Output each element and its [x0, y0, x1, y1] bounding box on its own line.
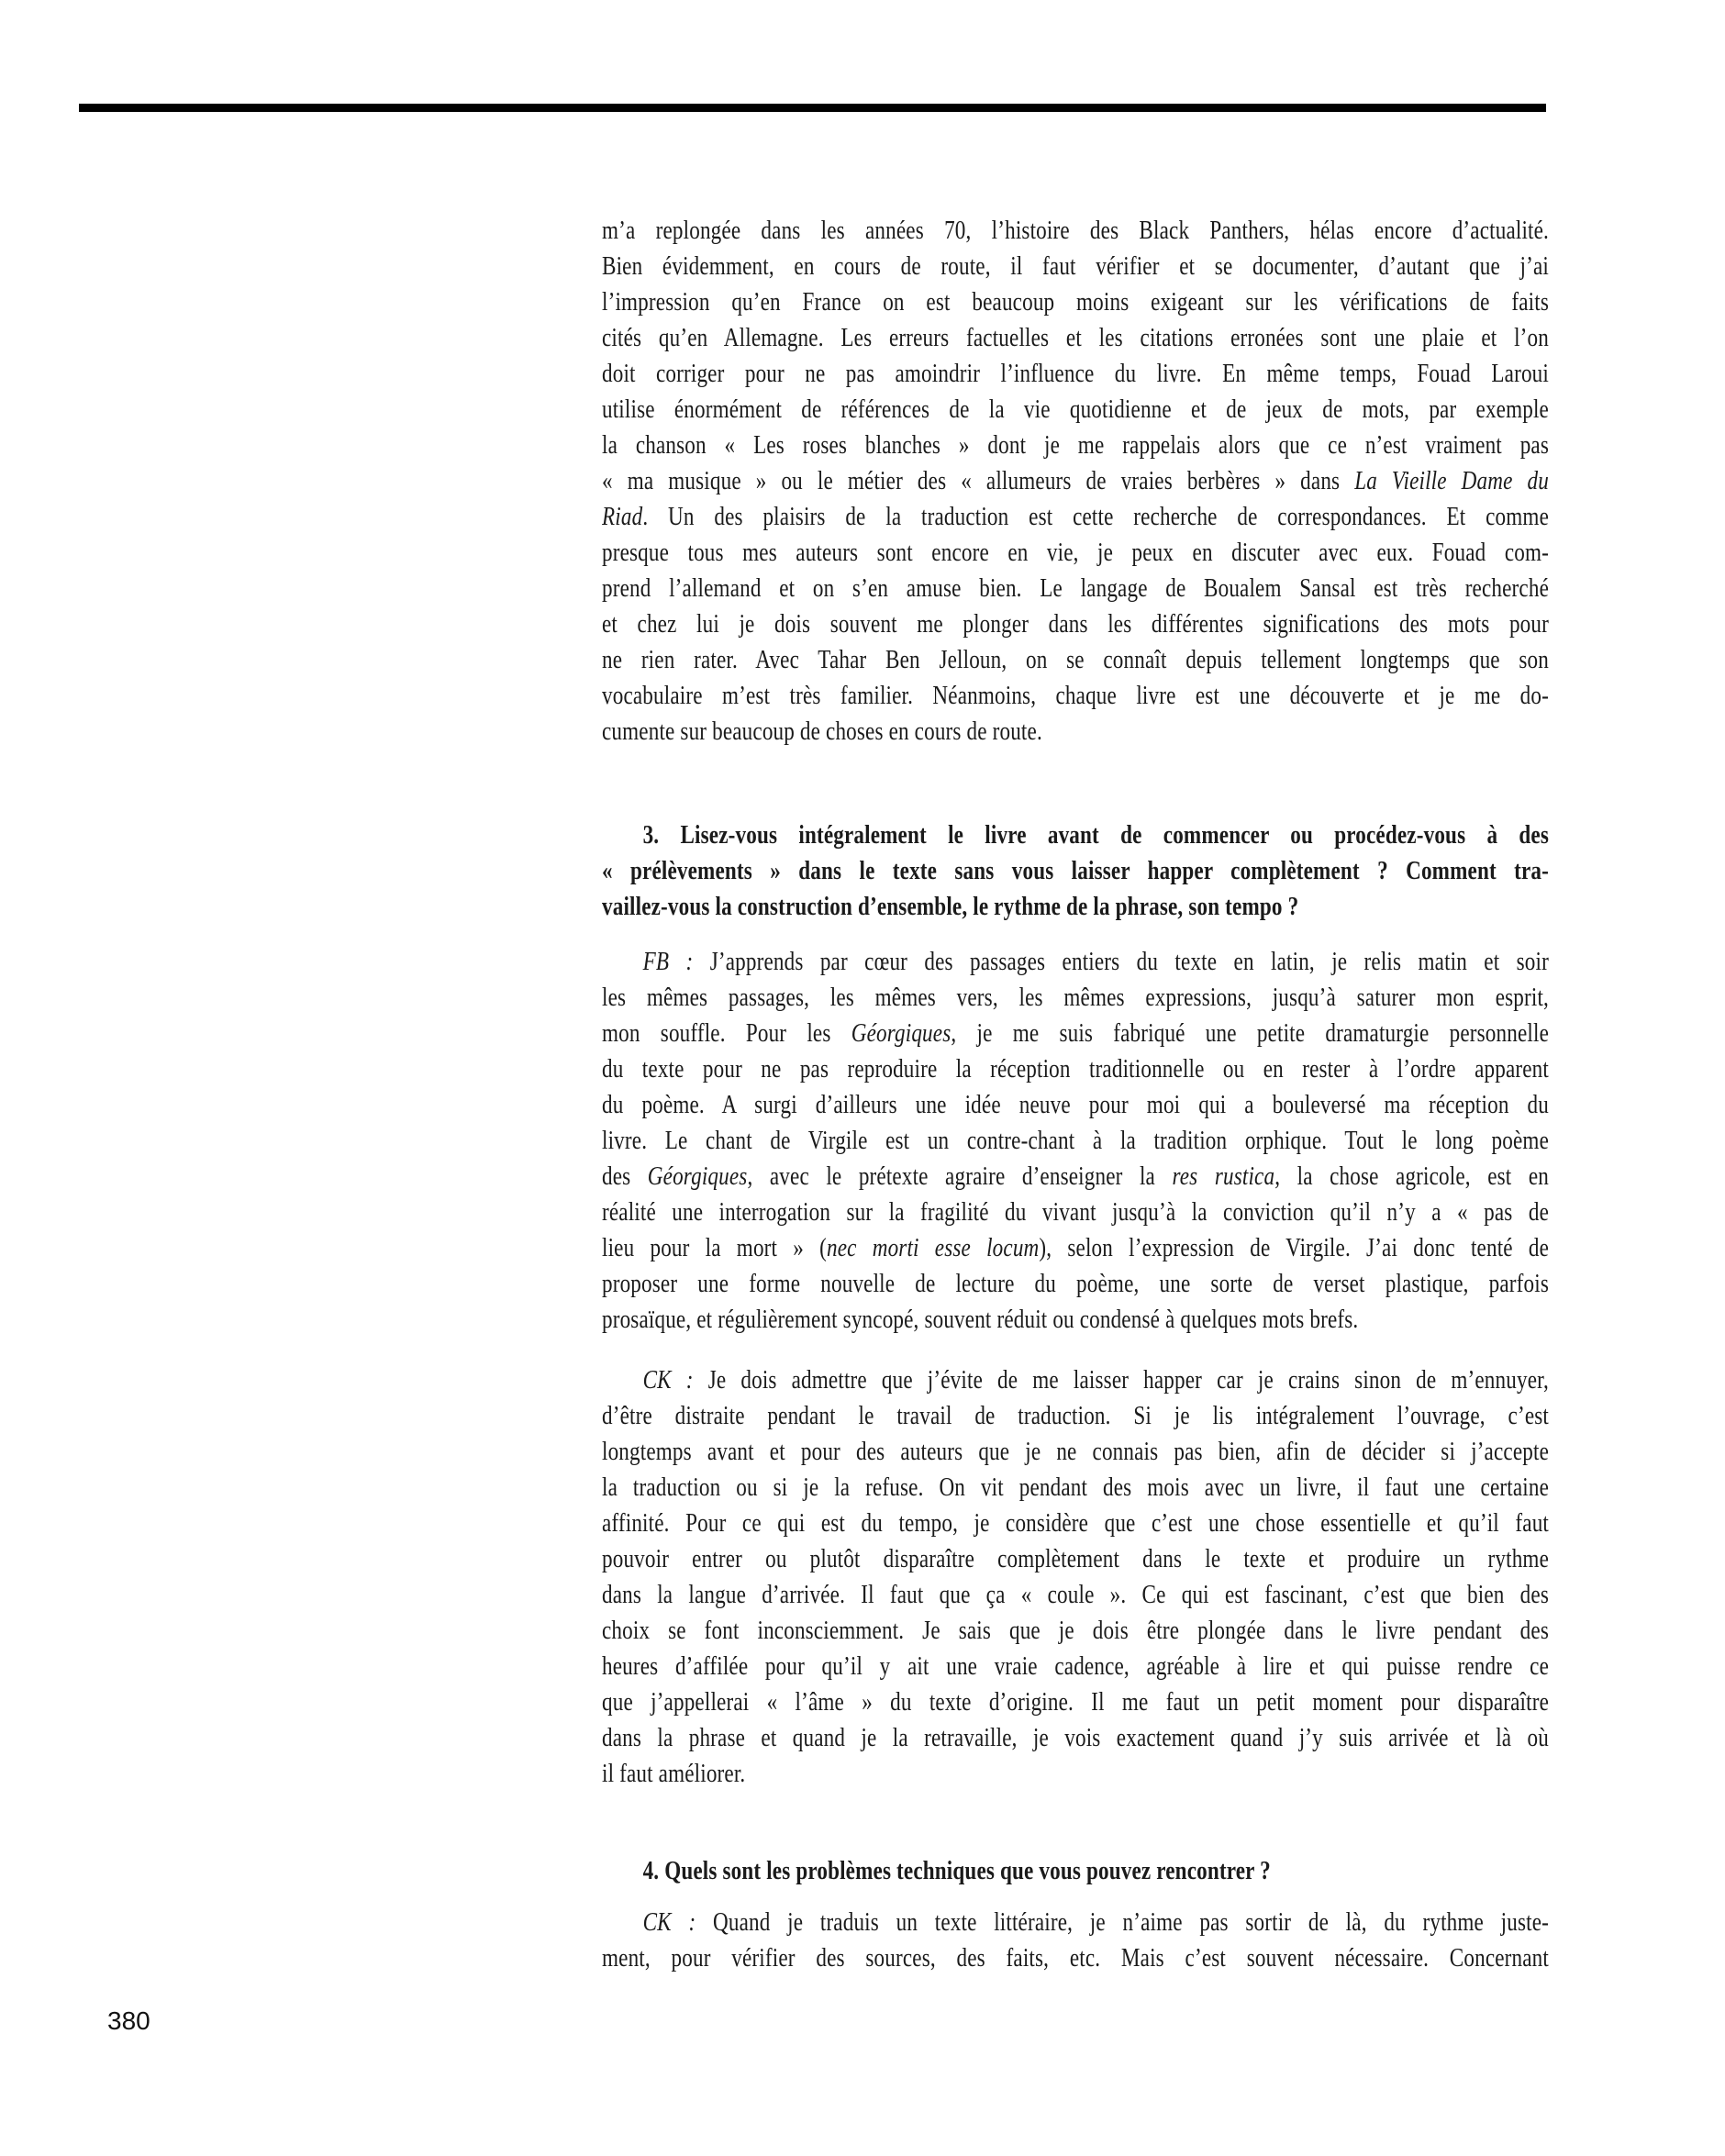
text-line: et chez lui je dois souvent me plonger dans les différentes significations des mots pour: [602, 610, 1549, 639]
text-line: que j’appellerai « l’âme » du texte d’origine. Il me faut un petit moment pour disparaître: [602, 1688, 1549, 1717]
text-column: [602, 213, 1549, 1976]
ck-answer-2-paragraph: [602, 1905, 1549, 1976]
text-line: des Géorgiques, avec le prétexte agraire d’enseigner la res rustica, la chose agricole, est en: [602, 1162, 1549, 1191]
fb-answer-paragraph: [602, 944, 1549, 1338]
text-line: Riad. Un des plaisirs de la traduction est cette recherche de correspondances. Et comme: [602, 503, 1549, 531]
text-line: lieu pour la mort » (nec morti esse locum), selon l’expression de Virgile. J’ai donc tenté de: [602, 1234, 1549, 1262]
text-line: dans la langue d’arrivée. Il faut que ça « coule ». Ce qui est fascinant, c’est que bien des: [602, 1581, 1549, 1609]
question-3-heading: [602, 817, 1549, 925]
text-line: m’a replongée dans les années 70, l’histoire des Black Panthers, hélas encore d’actualité.: [602, 217, 1549, 245]
text-line: livre. Le chant de Virgile est un contre-chant à la tradition orphique. Tout le long poème: [602, 1127, 1549, 1155]
ck-answer-paragraph: [602, 1362, 1549, 1792]
text-line: du poème. A surgi d’ailleurs une idée neuve pour moi qui a bouleversé ma réception du: [602, 1091, 1549, 1119]
text-line: ne rien rater. Avec Tahar Ben Jelloun, on se connaît depuis tellement longtemps que son: [602, 646, 1549, 674]
text-line: les mêmes passages, les mêmes vers, les mêmes expressions, jusqu’à saturer mon esprit,: [602, 984, 1549, 1012]
text-line: vocabulaire m’est très familier. Néanmoins, chaque livre est une découverte et je me do-: [602, 682, 1549, 710]
text-line: d’être distraite pendant le travail de traduction. Si je lis intégralement l’ouvrage, c’est: [602, 1402, 1549, 1430]
text-line: pouvoir entrer ou plutôt disparaître complètement dans le texte et produire un rythme: [602, 1545, 1549, 1573]
text-line: doit corriger pour ne pas amoindrir l’influence du livre. En même temps, Fouad Laroui: [602, 360, 1549, 388]
text-line: heures d’affilée pour qu’il y ait une vraie cadence, agréable à lire et qui puisse rendre ce: [602, 1652, 1549, 1681]
text-line: mon souffle. Pour les Géorgiques, je me suis fabriqué une petite dramaturgie personnelle: [602, 1019, 1549, 1048]
text-line: la chanson « Les roses blanches » dont je me rappelais alors que ce n’est vraiment pas: [602, 431, 1549, 460]
text-line: 4. Quels sont les problèmes techniques que vous pouvez rencontrer ?: [642, 1857, 1271, 1885]
header-rule: [79, 104, 1546, 112]
text-line: choix se font inconsciemment. Je sais que je dois être plongée dans le livre pendant des: [602, 1617, 1549, 1645]
text-line: affinité. Pour ce qui est du tempo, je considère que c’est une chose essentielle et qu’il faut: [602, 1509, 1549, 1538]
text-line: CK : Quand je traduis un texte littéraire, je n’aime pas sortir de là, du rythme juste-: [642, 1908, 1549, 1937]
text-line: 3. Lisez-vous intégralement le livre avant de commencer ou procédez-vous à des: [642, 821, 1549, 850]
text-line: du texte pour ne pas reproduire la réception traditionnelle ou en rester à l’ordre apparent: [602, 1055, 1549, 1084]
text-line: l’impression qu’en France on est beaucoup moins exigeant sur les vérifications de faits: [602, 288, 1549, 317]
text-line: la traduction ou si je la refuse. On vit pendant des mois avec un livre, il faut une certaine: [602, 1473, 1549, 1502]
text-line: il faut améliorer.: [602, 1760, 746, 1788]
text-line: « prélèvements » dans le texte sans vous laisser happer complètement ? Comment tra-: [602, 857, 1549, 885]
text-line: Bien évidemment, en cours de route, il faut vérifier et se documenter, d’autant que j’ai: [602, 252, 1549, 281]
text-line: dans la phrase et quand je la retravaille, je vois exactement quand j’y suis arrivée et là où: [602, 1724, 1549, 1752]
text-line: cumente sur beaucoup de choses en cours de route.: [602, 717, 1042, 746]
text-line: proposer une forme nouvelle de lecture du poème, une sorte de verset plastique, parfois: [602, 1270, 1549, 1298]
text-line: ment, pour vérifier des sources, des faits, etc. Mais c’est souvent nécessaire. Concernant: [602, 1944, 1549, 1973]
text-line: vaillez-vous la construction d’ensemble, le rythme de la phrase, son tempo ?: [602, 893, 1299, 921]
text-line: CK : Je dois admettre que j’évite de me laisser happer car je crains sinon de m’ennuyer,: [642, 1366, 1549, 1395]
text-line: prosaïque, et régulièrement syncopé, souvent réduit ou condensé à quelques mots brefs.: [602, 1306, 1359, 1334]
text-line: longtemps avant et pour des auteurs que je ne connais pas bien, afin de décider si j’accepte: [602, 1438, 1549, 1466]
text-line: prend l’allemand et on s’en amuse bien. Le langage de Boualem Sansal est très recherché: [602, 574, 1549, 603]
text-line: « ma musique » ou le métier des « allumeurs de vraies berbères » dans La Vieille Dame du: [602, 467, 1549, 495]
text-line: FB : J’apprends par cœur des passages entiers du texte en latin, je relis matin et soir: [642, 948, 1549, 976]
text-line: réalité une interrogation sur la fragilité du vivant jusqu’à la conviction qu’il n’y a « pas de: [602, 1198, 1549, 1227]
text-line: utilise énormément de références de la vie quotidienne et de jeux de mots, par exemple: [602, 395, 1549, 424]
page-number: 380: [107, 2006, 150, 2035]
opening-paragraph: [602, 213, 1549, 750]
text-line: cités qu’en Allemagne. Les erreurs factuelles et les citations erronées sont une plaie et l’on: [602, 324, 1549, 352]
text-line: presque tous mes auteurs sont encore en vie, je peux en discuter avec eux. Fouad com-: [602, 539, 1549, 567]
question-4-heading: [602, 1853, 1549, 1889]
